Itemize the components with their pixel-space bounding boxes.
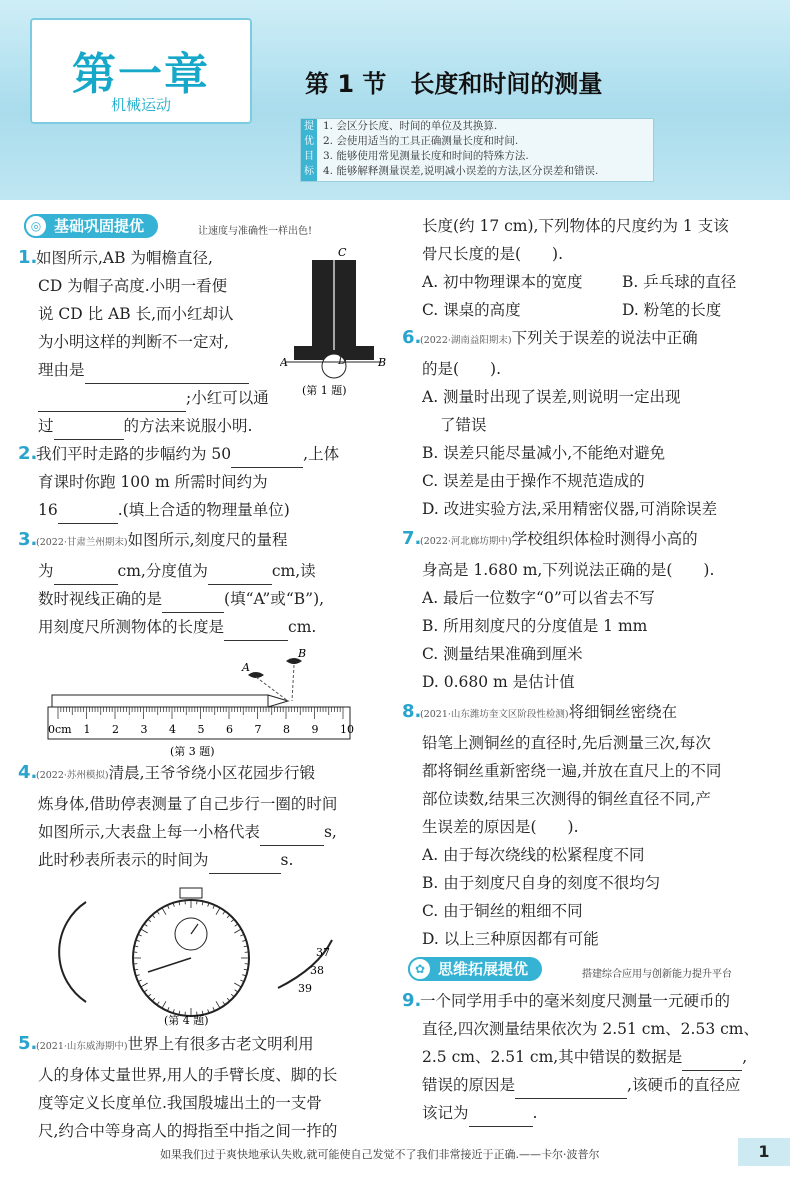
ruler-label: 1 (83, 723, 91, 736)
q-text: 铅笔上测铜丝的直径时,先后测量三次,每次 (422, 734, 711, 752)
banner-title: 基础巩固提优 (24, 214, 158, 238)
page-number: 1 (738, 1138, 790, 1166)
q-text: 如图所示,大表盘上每一小格代表 (38, 823, 260, 841)
q-text: 一个同学用手中的毫米刻度尺测量一元硬币的 (420, 992, 731, 1010)
q-text: 人的身体丈量世界,用人的手臂长度、脚的长 (38, 1066, 338, 1084)
answer-blank[interactable] (58, 505, 118, 524)
option-d[interactable]: D. 0.680 m 是估计值 (422, 673, 575, 691)
q-text: 将细铜丝密绕在 (568, 703, 678, 721)
answer-blank[interactable] (162, 594, 224, 613)
learning-goals (300, 118, 654, 182)
question-number: 1. (18, 247, 38, 268)
option-c[interactable]: C. 课桌的高度 (422, 301, 521, 319)
q-text: 的方法来说服小明. (123, 417, 253, 435)
answer-blank[interactable] (515, 1080, 627, 1099)
question-source: (2022·河北廊坊期中) (420, 536, 512, 547)
ruler-label: 0cm (48, 723, 72, 736)
q-text: 清晨,王爷爷绕小区花园步行锻 (108, 764, 316, 782)
option-c[interactable]: C. 由于铜丝的粗细不同 (422, 902, 583, 920)
ruler-figure (42, 647, 382, 757)
question-1 (18, 244, 388, 412)
answer-blank[interactable] (231, 449, 303, 468)
q-text: 炼身体,借助停表测量了自己步行一圈的时间 (38, 795, 338, 813)
question-number: 5. (18, 1033, 38, 1054)
q-text: 长度(约 17 cm),下列物体的尺度约为 1 支该 (422, 217, 729, 235)
q-text: cm,分度值为 (117, 562, 208, 580)
q-text: 16 (38, 501, 58, 519)
ruler-label: 6 (226, 723, 233, 736)
q-text: , (742, 1048, 748, 1066)
label-b: B (378, 356, 387, 369)
option-b[interactable]: B. 所用刻度尺的分度值是 1 mm (422, 617, 648, 635)
q-text: 学校组织体检时测得小高的 (511, 530, 698, 548)
question-number: 9. (402, 990, 422, 1011)
question-source: (2021·山东潍坊奎文区阶段性检测) (420, 709, 569, 720)
ruler-label: 7 (254, 723, 262, 736)
banner-title: 思维拓展提优 (408, 957, 542, 981)
scale-label: 37 (316, 946, 330, 959)
q-text: 世界上有很多古老文明利用 (127, 1035, 314, 1053)
goal-item: 4. 能够解释测量误差,说明减小误差的方法,区分误差和错误. (323, 165, 599, 177)
q-text: 尺,约合中等身高人的拇指至中指之间一拃的 (38, 1122, 338, 1140)
answer-blank[interactable] (38, 393, 186, 412)
option-c[interactable]: C. 误差是由于操作不规范造成的 (422, 472, 645, 490)
answer-blank[interactable] (85, 365, 249, 384)
figure-caption: (第 4 题) (164, 1014, 209, 1027)
q-text: .(填上合适的物理量单位) (117, 501, 290, 519)
q-text: CD 为帽子高度.小明一看便 (38, 277, 228, 295)
q-text: 骨尺长度的是( ). (422, 245, 564, 263)
ruler-label: 3 (140, 723, 148, 736)
goals-tag: 提优目标 (301, 119, 317, 181)
ruler-label: 9 (311, 723, 319, 736)
option-d[interactable]: D. 粉笔的长度 (622, 301, 722, 319)
q-text: ,该硬币的直径应 (627, 1076, 741, 1094)
answer-blank[interactable] (208, 566, 272, 585)
chapter-subtitle: 机械运动 (110, 96, 171, 114)
q-text: 过 (38, 417, 54, 435)
flower-icon: ✿ (408, 957, 432, 981)
eye-a-label: A (242, 661, 250, 674)
goal-item: 3. 能够使用常见测量长度和时间的特殊方法. (323, 150, 529, 162)
q-text: 为 (38, 562, 54, 580)
q-text: 理由是 (38, 361, 85, 379)
q-text: 数时视线正确的是 (38, 590, 163, 608)
right-column (402, 212, 772, 1129)
question-number: 6. (402, 327, 422, 348)
question-8 (402, 698, 772, 953)
ruler-label: 10 (340, 723, 354, 736)
question-number: 3. (18, 529, 38, 550)
label-a: A (280, 356, 288, 369)
footer-quote: 如果我们过于爽快地承认失败,就可能使自己发觉不了我们非常接近于正确.——卡尔·波普尔 (160, 1148, 600, 1161)
banner-tip: 搭建综合应用与创新能力提升平台 (582, 969, 732, 980)
label-d: D (338, 354, 347, 367)
figure-caption: (第 3 题) (170, 745, 215, 757)
option-a[interactable]: A. 初中物理课本的宽度 (422, 273, 583, 291)
ruler-label: 2 (112, 723, 119, 736)
option-c[interactable]: C. 测量结果准确到厘米 (422, 645, 583, 663)
q-text: 身高是 1.680 m,下列说法正确的是( ). (422, 561, 715, 579)
goal-item: 2. 会使用适当的工具正确测量长度和时间. (323, 135, 519, 147)
answer-blank[interactable] (209, 855, 281, 874)
question-number: 4. (18, 762, 38, 783)
question-5 (18, 1030, 388, 1145)
q-text: 都将铜丝重新密绕一遍,并放在直尺上的不同 (422, 762, 722, 780)
scale-label: 39 (298, 982, 312, 995)
option-a[interactable]: A. 由于每次绕线的松紧程度不同 (422, 846, 645, 864)
answer-blank[interactable] (682, 1052, 742, 1071)
q-text: 度等定义长度单位.我国殷墟出土的一支骨 (38, 1094, 322, 1112)
question-number: 7. (402, 528, 422, 549)
answer-blank[interactable] (54, 421, 124, 440)
q-text: ;小红可以通 (186, 389, 269, 407)
ruler-label: 8 (283, 723, 290, 736)
q-text: 下列关于误差的说法中正确 (511, 329, 698, 347)
question-source: (2022·苏州模拟) (36, 770, 109, 781)
q-text: 育课时你跑 100 m 所需时间约为 (38, 473, 268, 491)
q-text: 部位读数,结果三次测得的铜丝直径不同,产 (422, 790, 711, 808)
question-7 (402, 525, 772, 696)
label-c: C (338, 246, 347, 259)
q-text: 如图所示,AB 为帽檐直径, (36, 249, 213, 267)
option-a[interactable]: A. 测量时出现了误差,则说明一定出现 (422, 388, 681, 406)
left-column (18, 212, 388, 1147)
q-text: 我们平时走路的步幅约为 50 (36, 445, 232, 463)
answer-blank[interactable] (54, 566, 118, 585)
option-a-cont: 了错误 (440, 416, 487, 434)
chapter-box (30, 18, 252, 124)
question-source: (2022·湖南益阳期末) (420, 335, 512, 346)
figure-caption: (第 1 题) (302, 384, 347, 396)
q-text: 此时秒表所表示的时间为 (38, 851, 209, 869)
section-title: 第 1 节 长度和时间的测量 (305, 70, 603, 98)
q-text: . (532, 1104, 538, 1122)
question-source: (2022·甘肃兰州期末) (36, 537, 128, 548)
ruler-label: 5 (197, 723, 205, 736)
stopwatch-figure (28, 878, 368, 1028)
option-a[interactable]: A. 最后一位数字“0”可以省去不写 (422, 589, 655, 607)
q-text: 错误的原因是 (422, 1076, 516, 1094)
q-text: 生误差的原因是( ). (422, 818, 579, 836)
question-6 (402, 324, 772, 523)
goals-list (323, 119, 648, 179)
banner-extension (402, 955, 772, 983)
question-source: (2021·山东威海期中) (36, 1041, 128, 1052)
answer-blank[interactable] (224, 622, 288, 641)
q-text: s, (323, 823, 337, 841)
q-text: cm,读 (271, 562, 316, 580)
q-text: cm. (288, 618, 317, 636)
question-4 (18, 759, 388, 1028)
question-3 (18, 526, 388, 757)
q-text: 该记为 (422, 1104, 469, 1122)
option-d[interactable]: D. 改进实验方法,采用精密仪器,可消除误差 (422, 500, 718, 518)
ruler-label: 4 (169, 723, 176, 736)
question-9 (402, 987, 772, 1127)
q-text: 如图所示,刻度尺的量程 (127, 531, 288, 549)
option-d[interactable]: D. 以上三种原因都有可能 (422, 930, 599, 948)
q-text: 的是( ). (422, 360, 502, 378)
question-number: 8. (402, 701, 422, 722)
q-text: (填“A”或“B”), (224, 590, 325, 608)
scale-label: 38 (310, 964, 324, 977)
q-text: 为小明这样的判断不一定对, (38, 333, 229, 351)
q-text: s. (280, 851, 294, 869)
banner-basic (18, 212, 388, 240)
banner-tip: 让速度与准确性一样出色! (198, 226, 313, 237)
answer-blank[interactable] (469, 1108, 533, 1127)
chapter-title: 第一章 (72, 49, 210, 100)
hat-figure (280, 246, 390, 396)
q-text: 2.5 cm、2.51 cm,其中错误的数据是 (422, 1048, 683, 1066)
q-text: ,上体 (303, 445, 340, 463)
question-2 (18, 440, 388, 524)
q-text: 说 CD 比 AB 长,而小红却认 (38, 305, 234, 323)
option-b[interactable]: B. 误差只能尽量减小,不能绝对避免 (422, 444, 666, 462)
target-icon: ◎ (24, 214, 48, 238)
goal-item: 1. 会区分长度、时间的单位及其换算. (323, 120, 498, 132)
option-b[interactable]: B. 由于刻度尺自身的刻度不很均匀 (422, 874, 661, 892)
answer-blank[interactable] (260, 827, 324, 846)
option-b[interactable]: B. 乒乓球的直径 (622, 273, 737, 291)
q-text: 用刻度尺所测物体的长度是 (38, 618, 225, 636)
eye-b-label: B (298, 647, 307, 660)
question-number: 2. (18, 443, 38, 464)
q-text: 直径,四次测量结果依次为 2.51 cm、2.53 cm、 (422, 1020, 759, 1038)
